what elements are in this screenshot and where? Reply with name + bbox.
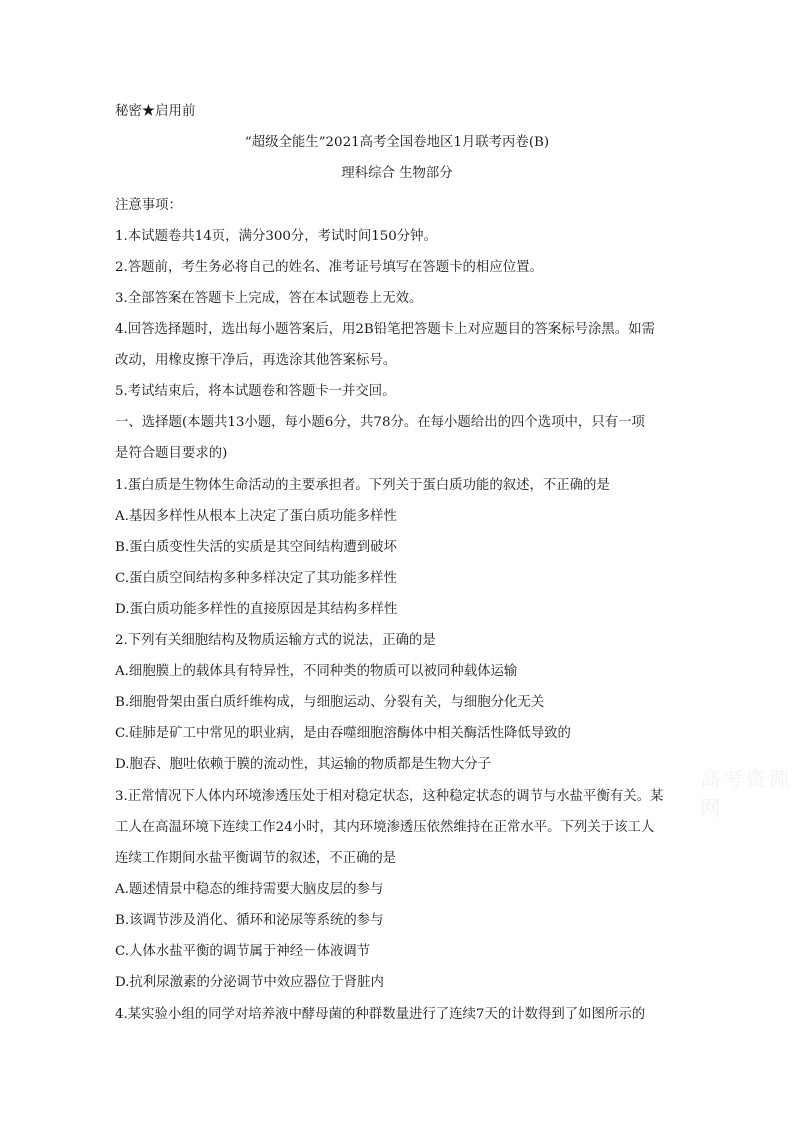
option-b: B.该调节涉及消化、循环和泌尿等系统的参与 <box>115 913 384 928</box>
section-heading: 一、选择题(本题共13小题，每小题6分，共78分。在每小题给出的四个选项中，只有一项 <box>115 415 645 430</box>
watermark: 高考资源网 <box>700 767 792 820</box>
option-c: C.人体水盐平衡的调节属于神经－体液调节 <box>115 944 371 959</box>
option-d: D.胞吞、胞吐依赖于膜的流动性，其运输的物质都是生物大分子 <box>115 757 492 772</box>
option-a: A.题述情景中稳态的维持需要大脑皮层的参与 <box>115 882 384 897</box>
option-c: C.蛋白质空间结构多种多样决定了其功能多样性 <box>115 571 397 586</box>
option-a: A.细胞膜上的载体具有特异性，不同种类的物质可以被同种载体运输 <box>115 664 518 679</box>
secret-label: 秘密★启用前 <box>115 104 196 119</box>
section-heading-cont: 是符合题目要求的) <box>115 446 228 461</box>
question-stem: 2.下列有关细胞结构及物质运输方式的说法，正确的是 <box>115 633 436 648</box>
question-stem: 4.某实验小组的同学对培养液中酵母菌的种群数量进行了连续7天的计数得到了如图所示的 <box>115 1007 646 1022</box>
note-item: 3.全部答案在答题卡上完成，答在本试题卷上无效。 <box>115 291 423 306</box>
notes-title: 注意事项： <box>115 198 182 213</box>
option-a: A.基因多样性从根本上决定了蛋白质功能多样性 <box>115 509 397 524</box>
question-stem-cont: 连续工作期间水盐平衡调节的叙述，不正确的是 <box>115 851 397 866</box>
note-item: 2.答题前，考生务必将自己的姓名、准考证号填写在答题卡的相应位置。 <box>115 260 543 275</box>
option-c: C.硅肺是矿工中常见的职业病，是由吞噬细胞溶酶体中相关酶活性降低导致的 <box>115 726 571 741</box>
note-item: 改动，用橡皮擦干净后，再选涂其他答案标号。 <box>115 353 397 368</box>
option-b: B.蛋白质变性失活的实质是其空间结构遭到破坏 <box>115 540 397 555</box>
subject-title: 理科综合 生物部分 <box>341 166 453 181</box>
option-d: D.抗利尿激素的分泌调节中效应器位于肾脏内 <box>115 975 384 990</box>
question-stem: 1.蛋白质是生物体生命活动的主要承担者。下列关于蛋白质功能的叙述，不正确的是 <box>115 478 610 493</box>
option-d: D.蛋白质功能多样性的直接原因是其结构多样性 <box>115 602 398 617</box>
note-item: 4.回答选择题时，选出每小题答案后，用2B铅笔把答题卡上对应题目的答案标号涂黑。如需 <box>115 322 655 337</box>
note-item: 1.本试题卷共14页，满分300分，考试时间150分钟。 <box>115 229 437 244</box>
question-stem-cont: 工人在高温环境下连续工作24小时，其内环境渗透压依然维持在正常水平。下列关于该工人 <box>115 820 655 835</box>
note-item: 5.考试结束后，将本试题卷和答题卡一并交回。 <box>115 384 396 399</box>
question-stem: 3.正常情况下人体内环境渗透压处于相对稳定状态，这种稳定状态的调节与水盐平衡有关。某 <box>115 789 664 804</box>
option-b: B.细胞骨架由蛋白质纤维构成，与细胞运动、分裂有关，与细胞分化无关 <box>115 695 545 710</box>
exam-title: “超级全能生”2021高考全国卷地区1月联考丙卷(B) <box>244 135 550 150</box>
